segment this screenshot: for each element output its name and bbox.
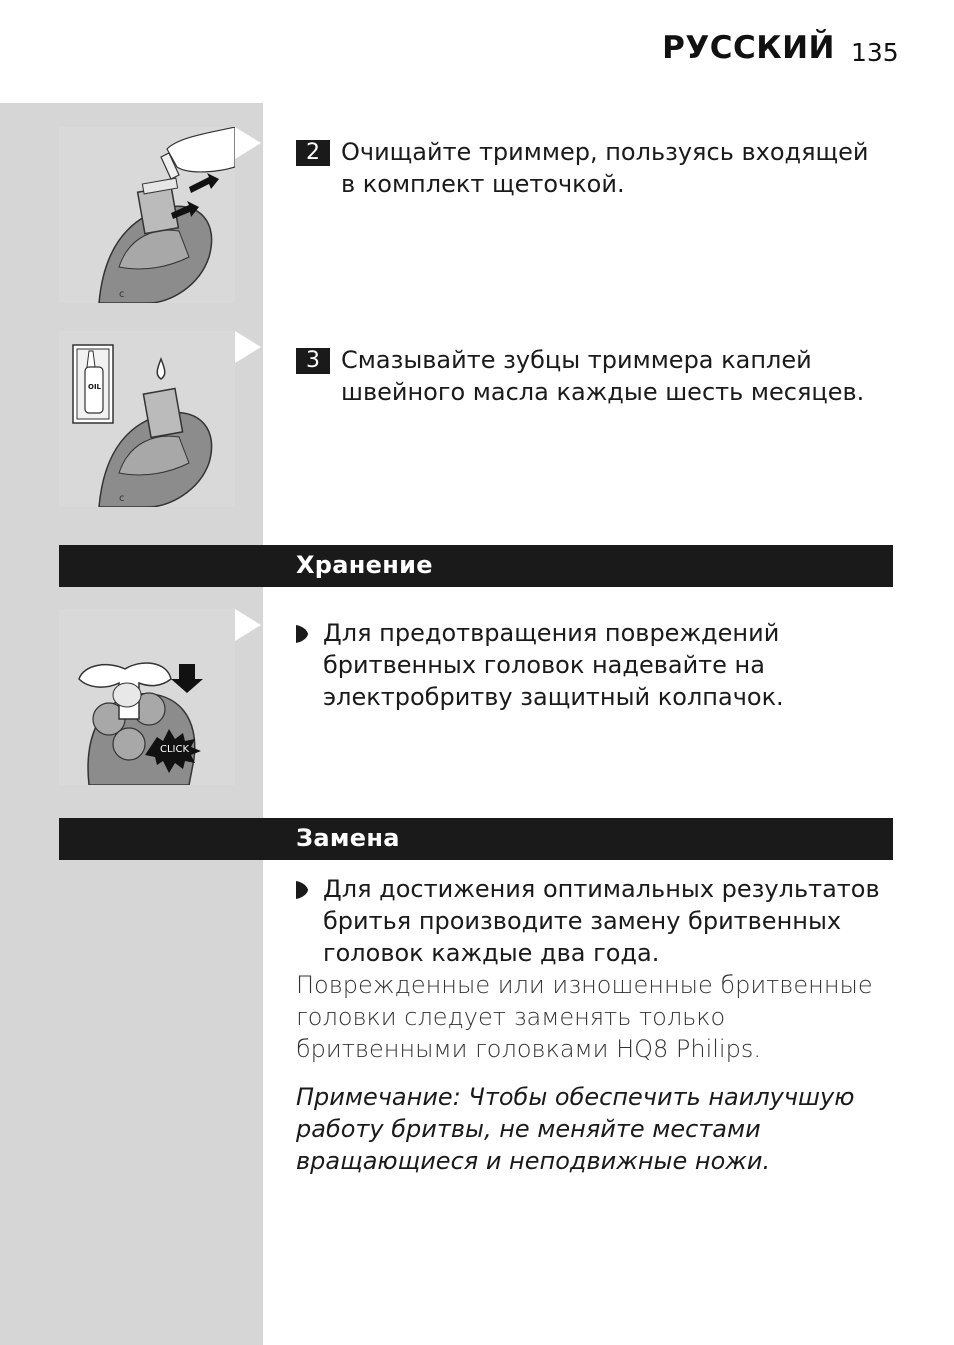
section-header-replacement (59, 818, 893, 860)
figure-pointer (235, 331, 261, 363)
bullet-replacement (296, 873, 886, 969)
step-number-badge: 3 (296, 348, 330, 374)
step-text: Очищайте триммер, пользуясь входящей в комплект щеточкой. (341, 138, 869, 198)
svg-text:c: c (119, 289, 125, 300)
page-number: 135 (851, 38, 899, 67)
step-3 (296, 344, 886, 408)
bullet-icon (296, 881, 308, 899)
step-2 (296, 136, 886, 200)
bullet-icon (296, 625, 308, 643)
bullet-text: Для предотвращения повреждений бритвенных головок надевайте на электробритву защитный колпачок. (323, 619, 784, 711)
bullet-text: Для достижения оптимальных результатов бритья производите замену бритвенных головок каждые два года. (323, 875, 880, 967)
section-title: Замена (296, 824, 400, 852)
step-text: Смазывайте зубцы триммера каплей швейного масла каждые шесть месяцев. (341, 346, 865, 406)
language-heading: РУССКИЙ (662, 30, 835, 66)
click-label: CLICK (160, 744, 190, 755)
note-text: Примечание: Чтобы обеспечить наилучшую работу бритвы, не меняйте местами вращающиеся и неподвижные ножи. (296, 1083, 855, 1175)
trimmer-oiling-illustration (59, 331, 235, 507)
oil-label: OIL (88, 383, 102, 391)
bullet-storage (296, 617, 886, 713)
section-title: Хранение (296, 551, 433, 579)
protection-cap-illustration (59, 609, 235, 785)
figure-pointer (235, 127, 261, 159)
trimmer-cleaning-illustration (59, 127, 235, 303)
replacement-paragraph: Поврежденные или изношенные бритвенные головки следует заменять только бритвенными головками HQ8 Philips. (296, 971, 873, 1063)
svg-text:c: c (119, 493, 125, 504)
section-header-storage (59, 545, 893, 587)
figure-pointer (235, 609, 261, 641)
step-number-badge: 2 (296, 140, 330, 166)
